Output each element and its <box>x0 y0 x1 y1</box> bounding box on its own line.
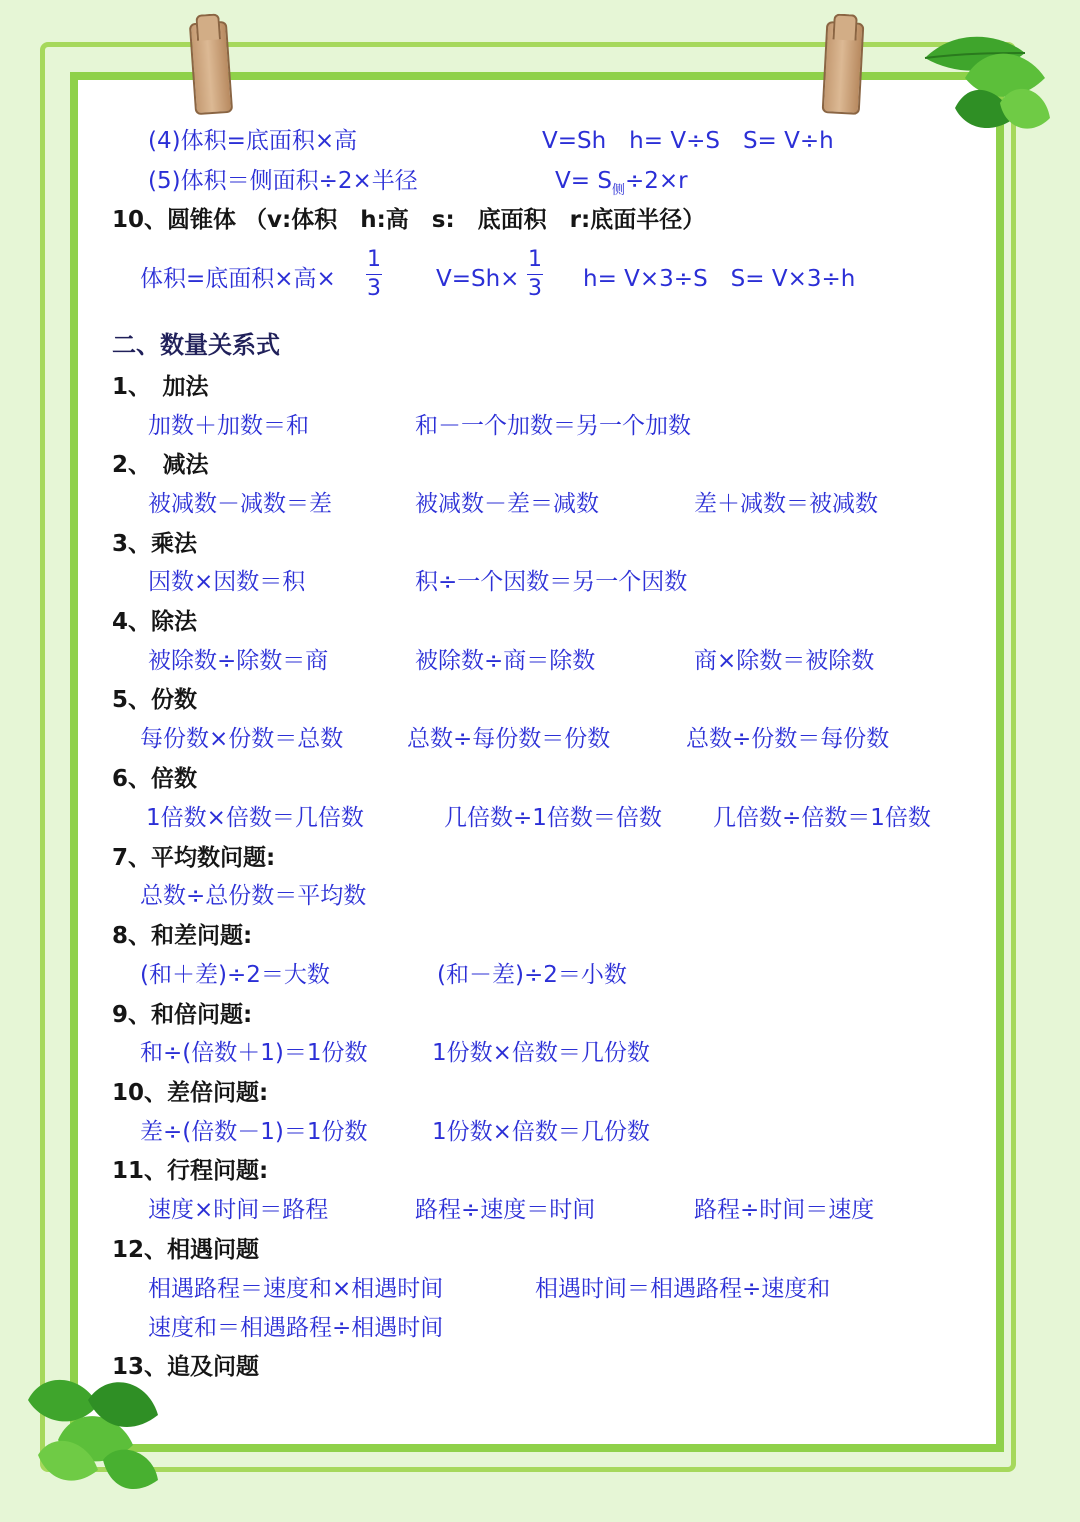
formula: 1份数×倍数＝几份数 <box>432 1040 650 1066</box>
formula: 几倍数÷倍数＝1倍数 <box>713 805 931 831</box>
formula: (和＋差)÷2＝大数 <box>140 962 330 988</box>
item-heading: 5、份数 <box>112 687 198 713</box>
formula: 差÷(倍数－1)＝1份数 <box>140 1119 368 1145</box>
item-heading: 8、和差问题: <box>112 923 253 949</box>
volume-formula-5: (5)体积＝侧面积÷2×半径 <box>148 168 418 194</box>
formula: 总数÷总份数＝平均数 <box>140 883 367 909</box>
volume-formula-4-symbols: V=Sh h= V÷S S= V÷h <box>542 128 834 154</box>
formula: 速度×时间＝路程 <box>148 1197 329 1223</box>
item-heading: 9、和倍问题: <box>112 1002 253 1028</box>
formula: 因数×因数＝积 <box>148 569 306 595</box>
formula: 几倍数÷1倍数＝倍数 <box>444 805 662 831</box>
item-heading: 2、 减法 <box>112 452 209 478</box>
formula: 差＋减数＝被减数 <box>694 491 878 517</box>
formula: 被减数－差＝减数 <box>415 491 599 517</box>
item-heading: 1、 加法 <box>112 374 209 400</box>
formula: 总数÷份数＝每份数 <box>686 726 890 752</box>
cone-formula-symbols: V=Sh× <box>436 266 520 292</box>
item-heading: 3、乘法 <box>112 531 198 557</box>
cone-height-area-formulas: h= V×3÷S S= V×3÷h <box>583 266 856 292</box>
cone-heading: 10、圆锥体 （v:体积 h:高 s: 底面积 r:底面半径） <box>112 207 706 233</box>
volume-formula-5-symbols: $V= S_侧\div 2\times r$ <box>555 168 688 198</box>
item-heading: 12、相遇问题 <box>112 1237 260 1263</box>
formula: 积÷一个因数＝另一个因数 <box>415 569 688 595</box>
item-heading: 6、倍数 <box>112 766 198 792</box>
formula: 相遇路程＝速度和×相遇时间 <box>148 1276 444 1302</box>
item-heading: 11、行程问题: <box>112 1158 269 1184</box>
formula: 总数÷每份数＝份数 <box>407 726 611 752</box>
formula: 被减数－减数＝差 <box>148 491 332 517</box>
formula: 路程÷时间＝速度 <box>694 1197 875 1223</box>
formula: 路程÷速度＝时间 <box>415 1197 596 1223</box>
item-heading: 10、差倍问题: <box>112 1080 269 1106</box>
formula: 和－一个加数＝另一个加数 <box>415 413 691 439</box>
formula: 被除数÷商＝除数 <box>415 648 596 674</box>
fraction-one-third: 1 3 <box>367 247 381 301</box>
formula: 1份数×倍数＝几份数 <box>432 1119 650 1145</box>
volume-formula-4: (4)体积=底面积×高 <box>148 128 358 154</box>
formula: 速度和＝相遇路程÷相遇时间 <box>148 1315 444 1341</box>
section-title: 二、数量关系式 <box>112 331 280 359</box>
item-heading: 7、平均数问题: <box>112 845 276 871</box>
cone-formula-words: 体积=底面积×高× <box>140 266 336 292</box>
formula: 商×除数＝被除数 <box>694 648 875 674</box>
item-heading: 4、除法 <box>112 609 198 635</box>
formula: 和÷(倍数＋1)＝1份数 <box>140 1040 368 1066</box>
formula: (和－差)÷2＝小数 <box>437 962 627 988</box>
formula: 每份数×份数＝总数 <box>140 726 344 752</box>
item-heading: 13、追及问题 <box>112 1354 260 1380</box>
formula: 加数＋加数＝和 <box>148 413 309 439</box>
fraction-one-third-2: 1 3 <box>528 247 542 301</box>
formula: 被除数÷除数＝商 <box>148 648 329 674</box>
formula: 1倍数×倍数＝几倍数 <box>146 805 364 831</box>
formula: 相遇时间＝相遇路程÷速度和 <box>535 1276 831 1302</box>
